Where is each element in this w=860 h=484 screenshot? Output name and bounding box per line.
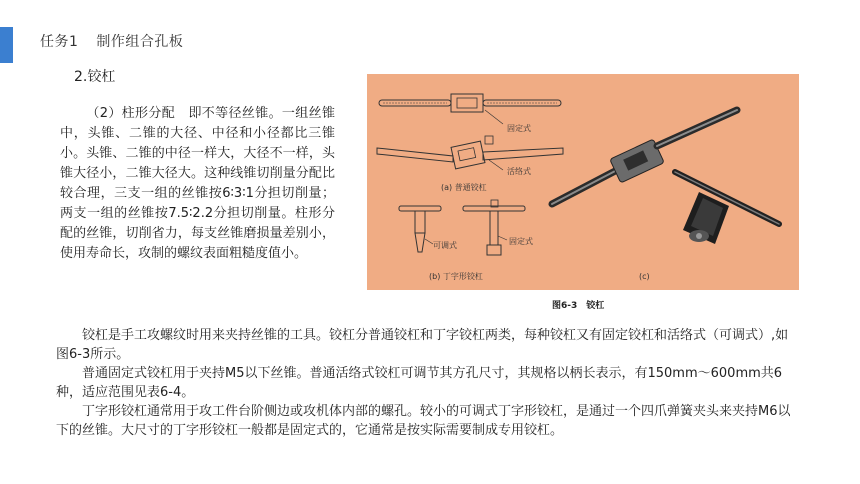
label-fixed-a: 固定式 — [507, 124, 531, 133]
figure-caption: 图6-3 铰杠 — [552, 301, 605, 311]
left-paragraph-text: （2）柱形分配 即不等径丝锥。一组丝锥中，头锥、二锥的大径、中径和小径都比三锥小。头锥、二锥的中径一样大，大径不一样，头锥大径小，二锥大径大。这种线锥切削量分配比较合理，三支一组的丝锥按6∶3∶1分担切削量；两支一组的丝锥按7.5∶2.2分担切削量。柱形分配的丝锥，切削省力，每支丝锥磨损量差别小，使用寿命长，攻制的螺纹表面粗糙度值小。 — [60, 106, 335, 261]
t-wrench-fixed-drawing — [463, 200, 525, 255]
figure-illustration — [367, 74, 799, 290]
label-adjustable-a: 活络式 — [507, 167, 531, 176]
left-paragraph — [60, 104, 335, 264]
section-title: 2.铰杠 — [74, 69, 116, 85]
label-adjustable-b: 可调式 — [433, 241, 457, 250]
body-paragraph-2: 普通固定式铰杠用于夹持M5以下丝锥。普通活络式铰杠可调节其方孔尺寸，其规格以柄长表示，有150mm～600mm共6种，适应范围见表6-4。 — [56, 366, 783, 400]
adjustable-wrench-drawing — [377, 136, 563, 170]
photo-t-wrench — [675, 172, 779, 244]
body-paragraph-3: 丁字形铰杠通常用于攻工件台阶侧边或攻机体内部的螺孔。较小的可调式丁字形铰杠，是通过一个四爪弹簧夹头来夹持M6以下的丝锥。大尺寸的丁字形铰杠一般都是固定式的，它通常是按实际需要制成专用铰杠。 — [56, 404, 791, 438]
task-title: 制作组合孔板 — [96, 34, 184, 50]
caption-a: (a) 普通铰杠 — [441, 183, 487, 192]
task-number: 任务1 — [40, 34, 79, 50]
accent-bar — [0, 27, 13, 63]
body-paragraph-1: 铰杠是手工攻螺纹时用来夹持丝锥的工具。铰杠分普通铰杠和丁字铰杠两类，每种铰杠又有固定铰杠和活络式（可调式）,如图6-3所示。 — [56, 328, 789, 362]
body-text — [56, 326, 791, 440]
figure-tap-wrench — [367, 74, 799, 290]
task-header — [40, 31, 183, 51]
caption-c: (c) — [639, 272, 650, 281]
caption-b: (b) 丁字形铰杠 — [429, 272, 483, 281]
label-fixed-b: 固定式 — [509, 237, 533, 246]
fixed-wrench-drawing — [379, 94, 561, 124]
